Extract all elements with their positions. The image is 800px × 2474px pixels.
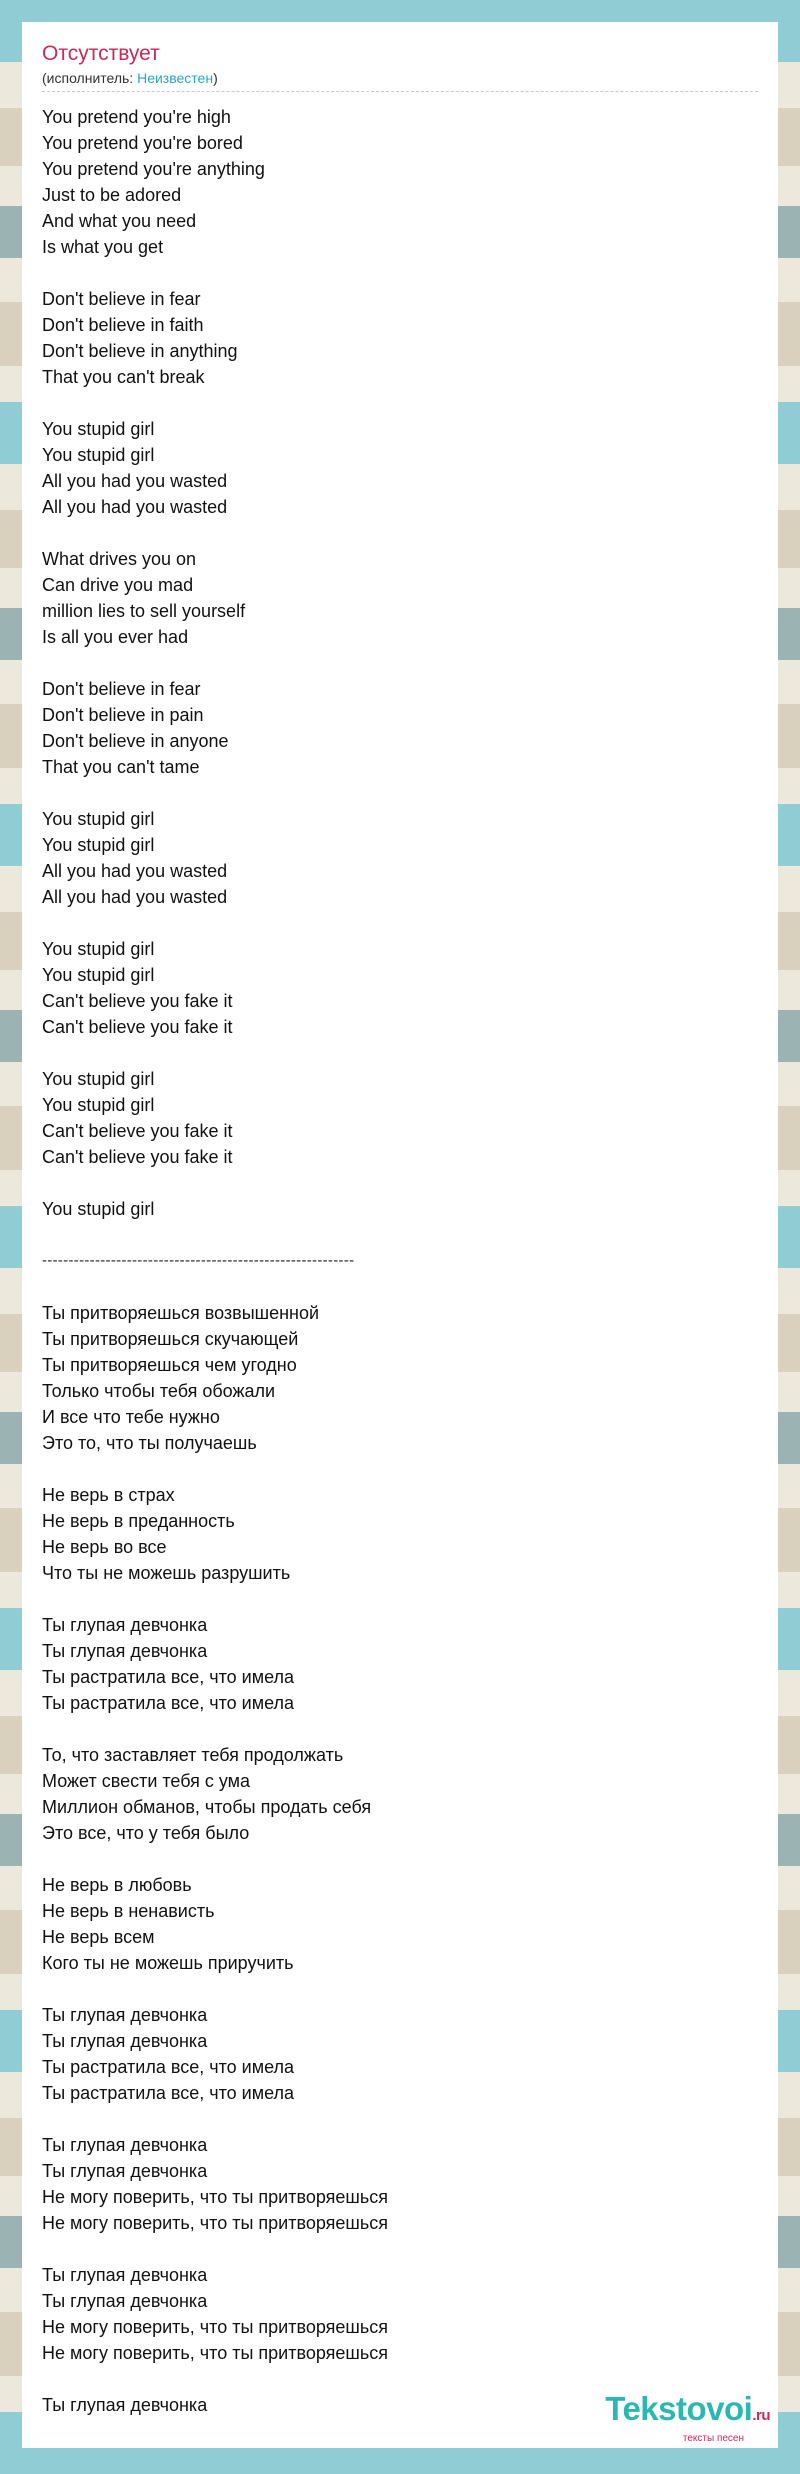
lyric-line: Не верь в любовь <box>42 1875 192 1895</box>
translated-lyrics <box>42 1300 742 2418</box>
lyric-line: Can't believe you fake it <box>42 1017 233 1037</box>
lyric-line: Не могу поверить, что ты притворяешься <box>42 2187 388 2207</box>
lyric-line: You stupid girl <box>42 835 155 855</box>
lyric-line: Ты глупая девчонка <box>42 2005 208 2025</box>
stanza <box>42 1742 742 1846</box>
lyric-line: You pretend you're bored <box>42 133 243 153</box>
lyric-line: Не могу поверить, что ты притворяешься <box>42 2317 388 2337</box>
lyric-line: All you had you wasted <box>42 887 228 907</box>
lyric-line: Не верь в страх <box>42 1485 175 1505</box>
stanza <box>42 104 742 260</box>
stanza <box>42 2132 742 2236</box>
lyric-line: Миллион обманов, чтобы продать себя <box>42 1797 372 1817</box>
lyric-line: Что ты не можешь разрушить <box>42 1563 291 1583</box>
lyric-line: Ты глупая девчонка <box>42 2265 208 2285</box>
lyric-line: Это все, что у тебя было <box>42 1823 250 1843</box>
lyric-line: То, что заставляет тебя продолжать <box>42 1745 344 1765</box>
lyric-line: Can drive you mad <box>42 575 194 595</box>
lyric-line: Don't believe in fear <box>42 289 201 309</box>
lyric-line: You stupid girl <box>42 939 155 959</box>
stanza <box>42 1872 742 1976</box>
lyric-line: Ты растратила все, что имела <box>42 1693 295 1713</box>
lyric-line: Ты глупая девчонка <box>42 1641 208 1661</box>
lyric-line: Ты глупая девчонка <box>42 2031 208 2051</box>
lyric-line: That you can't tame <box>42 757 200 777</box>
lyric-line: What drives you on <box>42 549 197 569</box>
song-title: Отсутствует <box>42 42 160 65</box>
lyric-line: You stupid girl <box>42 419 155 439</box>
lyric-line: All you had you wasted <box>42 861 228 881</box>
lyric-line: Кого ты не можешь приручить <box>42 1953 294 1973</box>
lyric-line: You stupid girl <box>42 1069 155 1089</box>
lyric-line: Can't believe you fake it <box>42 1121 233 1141</box>
site-logo[interactable] <box>605 2392 770 2444</box>
artist-prefix: (исполнитель: <box>42 70 138 86</box>
lyric-line: All you had you wasted <box>42 471 228 491</box>
lyric-line: Is all you ever had <box>42 627 189 647</box>
lyric-line: Is what you get <box>42 237 164 257</box>
lyric-line: million lies to sell yourself <box>42 601 246 621</box>
artist-line <box>42 70 218 86</box>
stanza <box>42 1300 742 1456</box>
stanza <box>42 286 742 390</box>
lyric-line: Ты притворяешься скучающей <box>42 1329 299 1349</box>
lyric-line: Ты растратила все, что имела <box>42 2057 295 2077</box>
lyric-line: Ты глупая девчонка <box>42 2291 208 2311</box>
stanza <box>42 806 742 910</box>
lyric-line: Don't believe in pain <box>42 705 204 725</box>
divider-block <box>42 1248 742 1274</box>
stanza <box>42 1612 742 1716</box>
lyric-line: Не верь в преданность <box>42 1511 235 1531</box>
logo-tagline: тексты песен <box>682 2433 744 2444</box>
stanza <box>42 1482 742 1586</box>
lyric-line: You stupid girl <box>42 965 155 985</box>
lyric-line: Только чтобы тебя обожали <box>42 1381 276 1401</box>
header-divider <box>42 91 758 92</box>
lyric-line: And what you need <box>42 211 197 231</box>
lyric-line: Ты глупая девчонка <box>42 2395 208 2415</box>
lyric-line: Может свести тебя с ума <box>42 1771 251 1791</box>
lyric-line: You pretend you're high <box>42 107 231 127</box>
lyric-line: Just to be adored <box>42 185 182 205</box>
artist-link[interactable]: Неизвестен <box>137 70 214 86</box>
lyric-line: Can't believe you fake it <box>42 1147 233 1167</box>
lyric-line: That you can't break <box>42 367 205 387</box>
lyrics-body <box>42 104 742 2418</box>
lyric-line: You stupid girl <box>42 445 155 465</box>
lyric-line: You stupid girl <box>42 809 155 829</box>
logo-main-text: Tekstovoi <box>605 2390 753 2427</box>
logo-wordmark <box>605 2392 770 2433</box>
original-lyrics <box>42 104 742 1222</box>
text-divider: ----------------------------------------------------------- <box>42 1252 355 1269</box>
stanza <box>42 2002 742 2106</box>
lyric-line: Не могу поверить, что ты притворяешься <box>42 2213 388 2233</box>
stanza <box>42 416 742 520</box>
lyric-line: Не верь всем <box>42 1927 155 1947</box>
lyric-line: Не могу поверить, что ты притворяешься <box>42 2343 388 2363</box>
artist-suffix: ) <box>213 70 218 86</box>
lyric-line: Ты притворяешься возвышенной <box>42 1303 320 1323</box>
stanza <box>42 936 742 1040</box>
lyric-line: И все что тебе нужно <box>42 1407 220 1427</box>
lyric-line: Can't believe you fake it <box>42 991 233 1011</box>
lyric-line: Не верь во все <box>42 1537 167 1557</box>
lyric-line: Ты глупая девчонка <box>42 2161 208 2181</box>
lyric-line: Ты растратила все, что имела <box>42 1667 295 1687</box>
logo-tld: .ru <box>752 2407 770 2424</box>
stanza <box>42 2262 742 2366</box>
lyric-line: Don't believe in anyone <box>42 731 229 751</box>
lyric-line: Ты притворяешься чем угодно <box>42 1355 297 1375</box>
lyric-line: You stupid girl <box>42 1199 155 1219</box>
stanza <box>42 1066 742 1170</box>
stanza <box>42 676 742 780</box>
lyric-line: Не верь в ненависть <box>42 1901 215 1921</box>
lyric-line: You stupid girl <box>42 1095 155 1115</box>
lyric-line: You pretend you're anything <box>42 159 265 179</box>
lyrics-card <box>22 22 778 2448</box>
lyric-line: Ты растратила все, что имела <box>42 2083 295 2103</box>
stanza <box>42 1196 742 1222</box>
lyric-line: Ты глупая девчонка <box>42 2135 208 2155</box>
lyric-line: Don't believe in fear <box>42 679 201 699</box>
lyric-line: Ты глупая девчонка <box>42 1615 208 1635</box>
stanza <box>42 546 742 650</box>
lyric-line: All you had you wasted <box>42 497 228 517</box>
lyric-line: Это то, что ты получаешь <box>42 1433 257 1453</box>
lyric-line: Don't believe in faith <box>42 315 204 335</box>
lyric-line: Don't believe in anything <box>42 341 238 361</box>
